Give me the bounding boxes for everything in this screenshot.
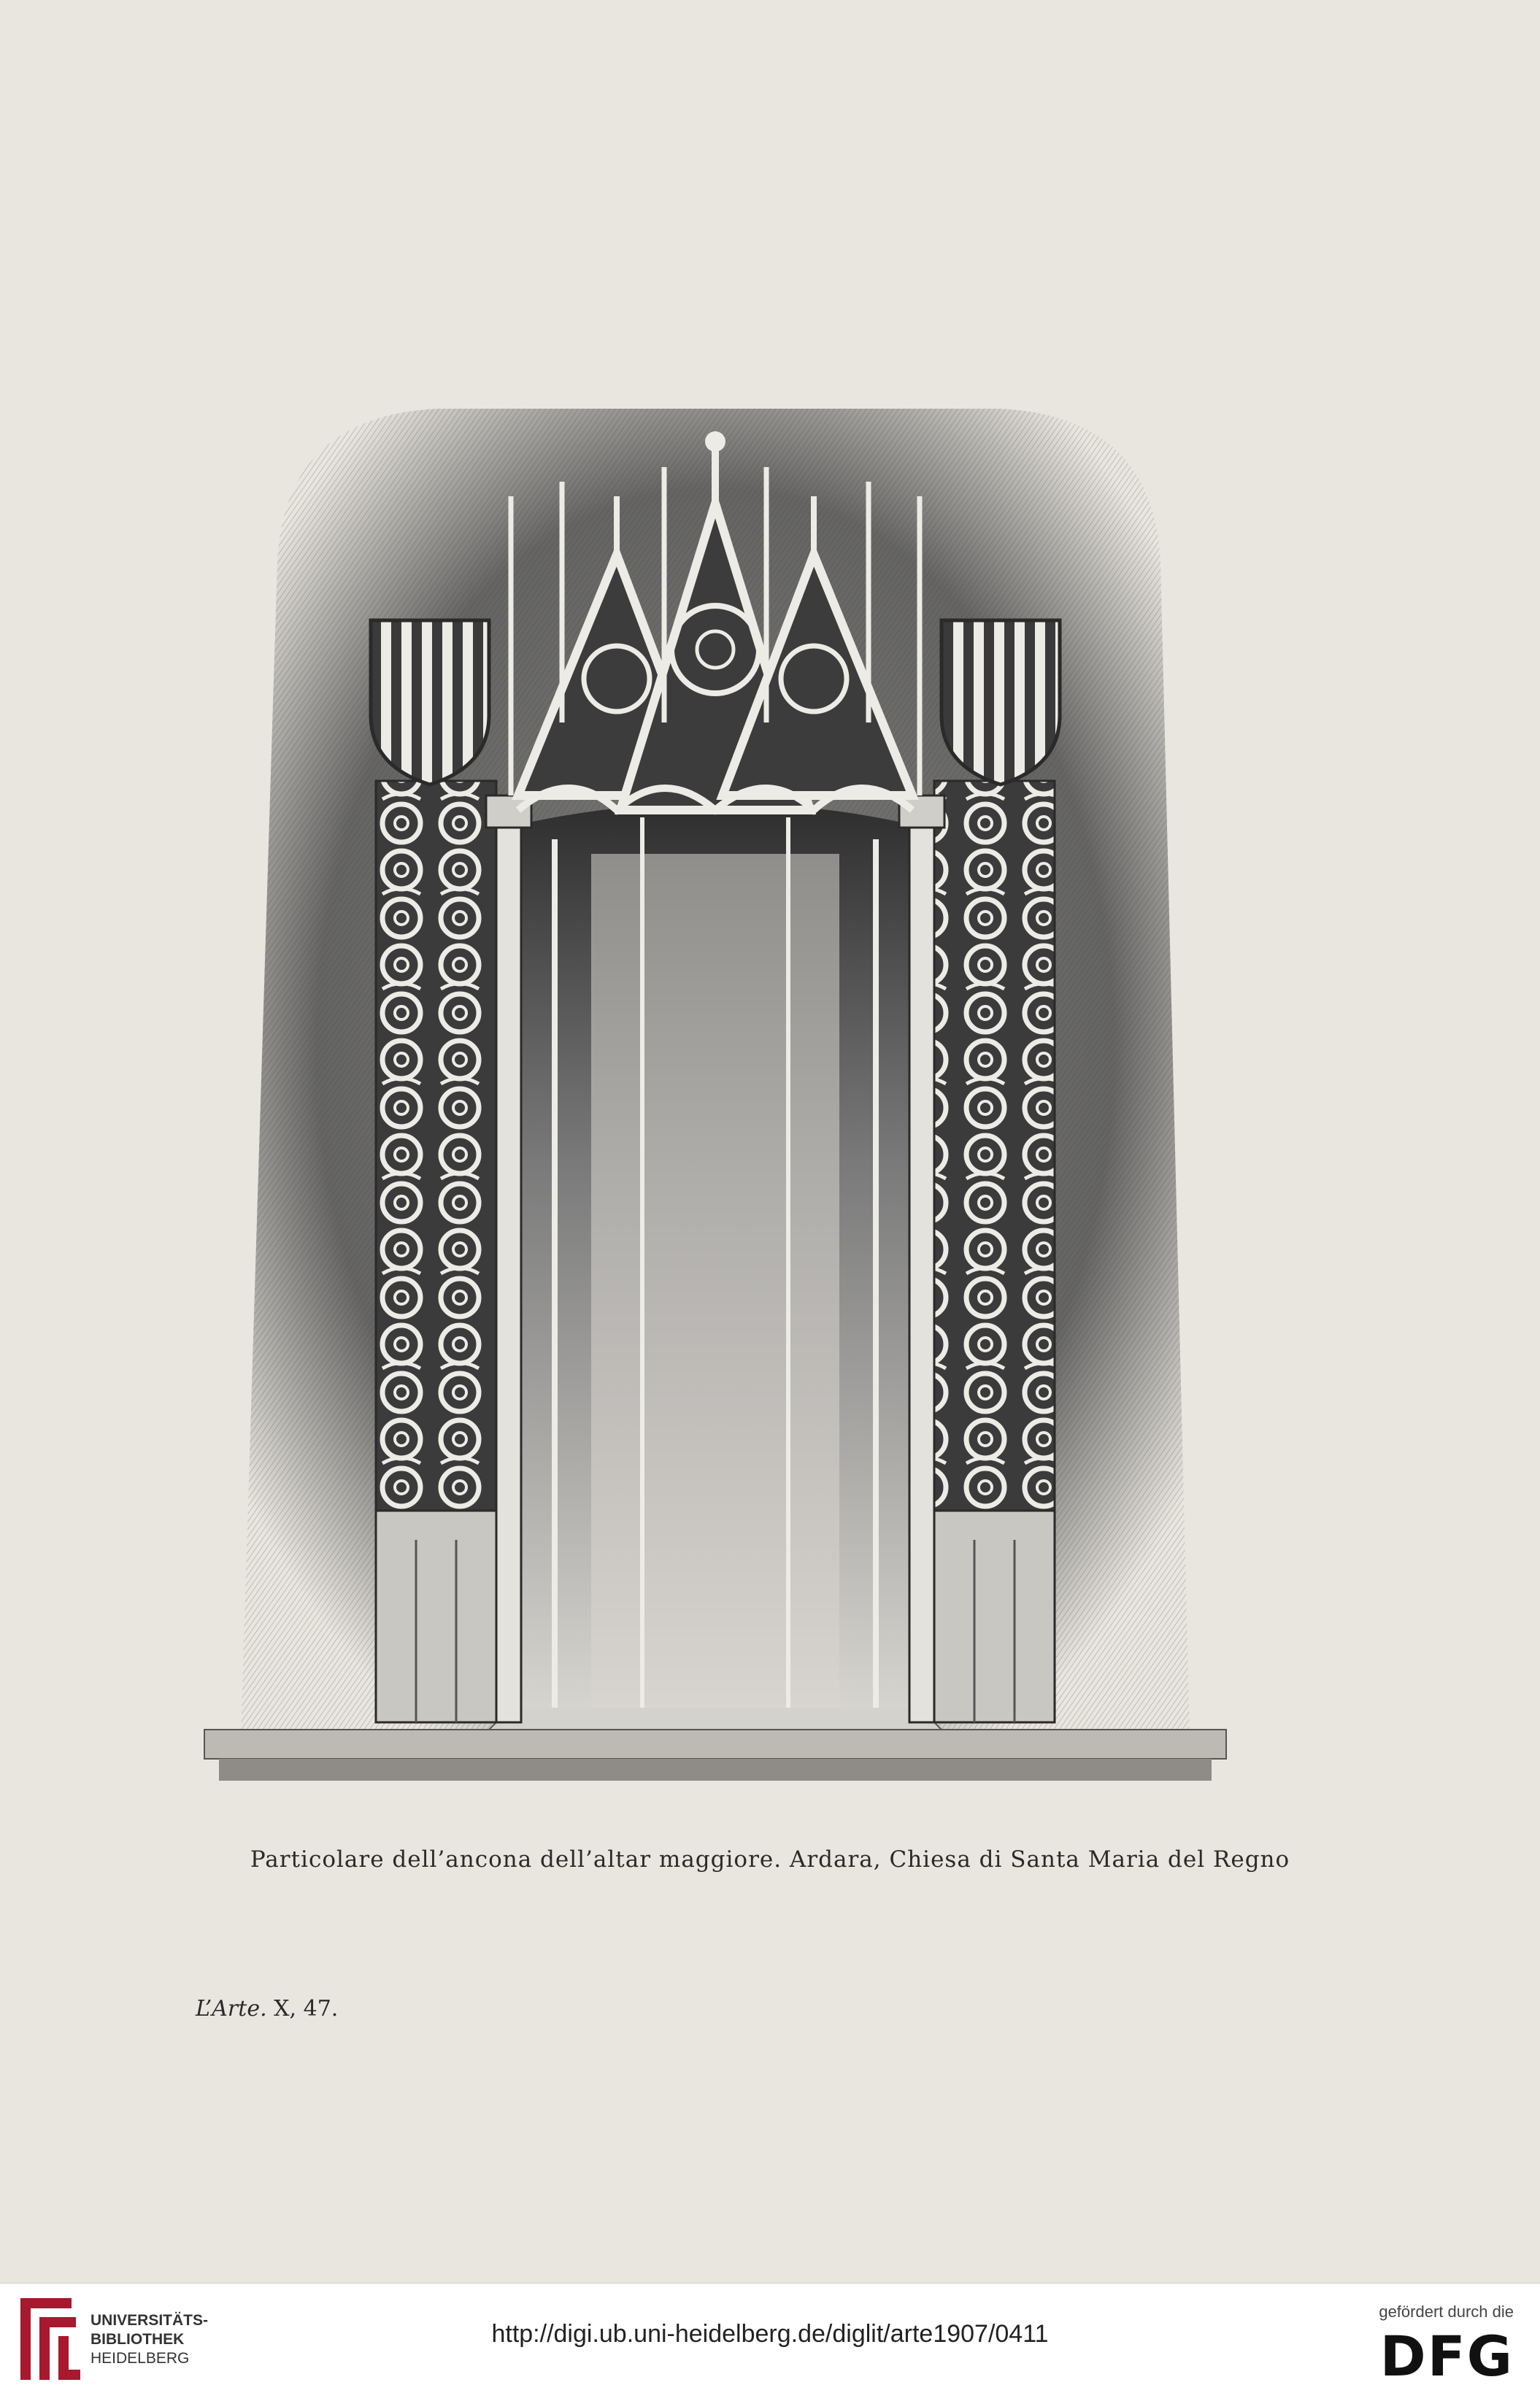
dfg-logo: DFG — [1379, 2324, 1514, 2389]
source-url-link[interactable]: http://digi.ub.uni-heidelberg.de/diglit/arte1907/0411 — [491, 2320, 1049, 2348]
library-name-line2: BIBLIOTHEK — [91, 2331, 185, 2348]
library-name-line1: UNIVERSITÄTS- — [91, 2312, 209, 2329]
plate-caption: Particolare dell’ancona dell’altar maggiore. Ardara, Chiesa di Santa Maria del Regno — [250, 1846, 1290, 1873]
library-name-line3: HEIDELBERG — [91, 2350, 190, 2367]
volume-number: X, 47. — [274, 1996, 339, 2022]
sponsor-label: gefördert durch die — [1379, 2303, 1514, 2321]
digitization-footer — [0, 2283, 1540, 2393]
journal-signature — [196, 1996, 338, 2022]
altarpiece-illustration — [197, 372, 1233, 1817]
journal-title: L’Arte. — [196, 1996, 267, 2022]
